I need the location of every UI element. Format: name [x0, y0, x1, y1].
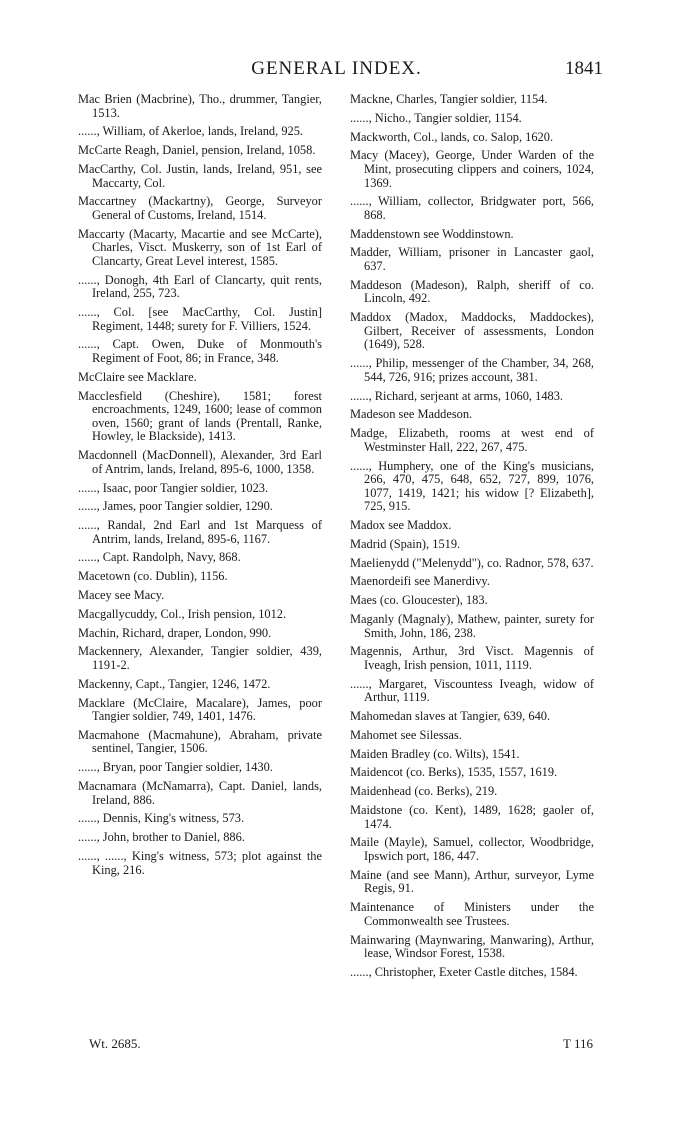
index-entry: Mackennery, Alexander, Tangier soldier, 439, 1191-2.	[78, 644, 322, 672]
page-number: 1841	[565, 58, 603, 79]
index-entry: Maddenstown see Woddinstown.	[350, 226, 514, 241]
index-entry: ......, Donogh, 4th Earl of Clancarty, quit rents, Ireland, 255, 723.	[78, 272, 322, 301]
index-entry: Maidenhead (co. Berks), 219.	[350, 784, 498, 799]
index-entry: ......, Christopher, Exeter Castle ditches, 1584.	[350, 964, 578, 979]
index-entry: ......, Philip, messenger of the Chamber, 34, 268, 544, 726, 916; prizes account, 381.	[350, 356, 594, 384]
index-entry: Mac Brien (Macbrine), Tho., drummer, Tangier, 1513.	[78, 92, 322, 120]
footer-print-mark: Wt. 2685.	[89, 1036, 141, 1051]
index-entry: Mackenny, Capt., Tangier, 1246, 1472.	[78, 676, 271, 691]
index-column-right	[350, 93, 594, 985]
index-entry: Maccartney (Mackartny), George, Surveyor General of Customs, Ireland, 1514.	[78, 194, 322, 222]
index-entry: ......, John, brother to Daniel, 886.	[78, 830, 245, 845]
index-entry: Madder, William, prisoner in Lancaster gaol, 637.	[350, 245, 594, 274]
index-entry: McCarte Reagh, Daniel, pension, Ireland, 1058.	[78, 143, 316, 158]
index-entry: MacCarthy, Col. Justin, lands, Ireland, 951, see Maccarty, Col.	[78, 161, 322, 190]
index-entry: Madrid (Spain), 1519.	[350, 536, 461, 551]
index-entry: Mahomet see Silessas.	[350, 727, 462, 742]
index-entry: Maine (and see Mann), Arthur, surveyor, Lyme Regis, 91.	[350, 867, 594, 896]
index-entry: Maidstone (co. Kent), 1489, 1628; gaoler of, 1474.	[350, 803, 594, 831]
index-entry: Maile (Mayle), Samuel, collector, Woodbridge, Ipswich port, 186, 447.	[350, 835, 594, 863]
index-entry: Maelienydd ("Melenydd"), co. Radnor, 578, 637.	[350, 555, 594, 570]
index-entry: Mackworth, Col., lands, co. Salop, 1620.	[350, 129, 554, 144]
index-entry: ......, Isaac, poor Tangier soldier, 1023.	[78, 480, 269, 495]
index-entry: Macgallycuddy, Col., Irish pension, 1012.	[78, 606, 287, 621]
index-entry: Macklare (McClaire, Macalare), James, poor Tangier soldier, 749, 1401, 1476.	[78, 695, 322, 724]
index-entry: Maganly (Magnaly), Mathew, painter, surety for Smith, John, 186, 238.	[350, 611, 594, 640]
index-entry: ......, William, collector, Bridgwater port, 566, 868.	[350, 194, 594, 222]
index-entry: ......, Capt. Randolph, Navy, 868.	[78, 550, 241, 565]
index-entry: ......, Bryan, poor Tangier soldier, 1430.	[78, 760, 273, 775]
index-entry: ......, Richard, serjeant at arms, 1060, 1483.	[350, 388, 564, 403]
index-entry: Madge, Elizabeth, rooms at west end of Westminster Hall, 222, 267, 475.	[350, 426, 594, 454]
index-entry: ......, Dennis, King's witness, 573.	[78, 811, 245, 826]
index-entry: Macclesfield (Cheshire), 1581; forest encroachments, 1249, 1600; lease of common oven, 1560; grant of lands (Prentall, Ranke, Howley, le Blackside), 1413.	[78, 388, 322, 444]
index-entry: Mahomedan slaves at Tangier, 639, 640.	[350, 709, 551, 724]
index-entry: Machin, Richard, draper, London, 990.	[78, 625, 272, 640]
index-entry: Maiden Bradley (co. Wilts), 1541.	[350, 746, 520, 761]
index-entry: Magennis, Arthur, 3rd Visct. Magennis of Iveagh, Irish pension, 1011, 1119.	[350, 644, 594, 672]
index-entry: ......, James, poor Tangier soldier, 1290.	[78, 499, 273, 514]
index-entry: Macy (Macey), George, Under Warden of the Mint, prosecuting clippers and coiners, 1024, 1369.	[350, 148, 594, 190]
index-entry: ......, Capt. Owen, Duke of Monmouth's Regiment of Foot, 86; in France, 348.	[78, 337, 322, 365]
index-entry: Maenordeifi see Manerdivy.	[350, 574, 490, 589]
index-entry: ......, Randal, 2nd Earl and 1st Marquess of Antrim, lands, Ireland, 895-6, 1167.	[78, 518, 322, 546]
index-entry: Maddox (Madox, Maddocks, Maddockes), Gilbert, Receiver of assessments, London (1649), 528.	[350, 310, 594, 352]
index-entry: ......, Humphery, one of the King's musicians, 266, 470, 475, 648, 652, 727, 899, 1076, 1077, 1419, 1421; his widow [? Elizabeth], 725, 915.	[350, 458, 594, 514]
index-entry: Maidencot (co. Berks), 1535, 1557, 1619.	[350, 765, 558, 780]
index-entry: ......, Col. [see MacCarthy, Col. Justin] Regiment, 1448; surety for F. Villiers, 1524.	[78, 305, 322, 333]
index-entry: Maddeson (Madeson), Ralph, sheriff of co. Lincoln, 492.	[350, 277, 594, 306]
index-entry: Macdonnell (MacDonnell), Alexander, 3rd Earl of Antrim, lands, Ireland, 895-6, 1000, 1358.	[78, 448, 322, 476]
index-entry: Mackne, Charles, Tangier soldier, 1154.	[350, 92, 548, 106]
page-title: GENERAL INDEX.	[251, 58, 422, 79]
index-entry: ......, Margaret, Viscountess Iveagh, widow of Arthur, 1119.	[350, 676, 594, 705]
index-entry: Maes (co. Gloucester), 183.	[350, 593, 488, 608]
index-entry: ......, William, of Akerloe, lands, Ireland, 925.	[78, 124, 304, 139]
index-entry: Madox see Maddox.	[350, 518, 452, 533]
footer-signature-mark: T 116	[563, 1036, 593, 1051]
index-entry: Maccarty (Macarty, Macartie and see McCarte), Charles, Visct. Muskerry, son of 1st Earl of Clancarty, Great Level interest, 1585.	[78, 226, 322, 268]
index-entry: Macnamara (McNamarra), Capt. Daniel, lands, Ireland, 886.	[78, 779, 322, 807]
page-header	[0, 58, 673, 88]
index-entry: Macetown (co. Dublin), 1156.	[78, 569, 228, 584]
index-entry: ......, Nicho., Tangier soldier, 1154.	[350, 110, 522, 125]
index-entry: Mainwaring (Maynwaring, Manwaring), Arthur, lease, Windsor Forest, 1538.	[350, 932, 594, 961]
index-column-left	[78, 93, 322, 882]
index-entry: Macey see Macy.	[78, 588, 165, 602]
index-entry: ......, ......, King's witness, 573; plot against the King, 216.	[78, 848, 322, 877]
index-entry: Madeson see Maddeson.	[350, 407, 473, 422]
index-entry: McClaire see Macklare.	[78, 369, 197, 384]
index-entry: Maintenance of Ministers under the Commonwealth see Trustees.	[350, 900, 594, 928]
index-entry: Macmahone (Macmahune), Abraham, private sentinel, Tangier, 1506.	[78, 727, 322, 756]
